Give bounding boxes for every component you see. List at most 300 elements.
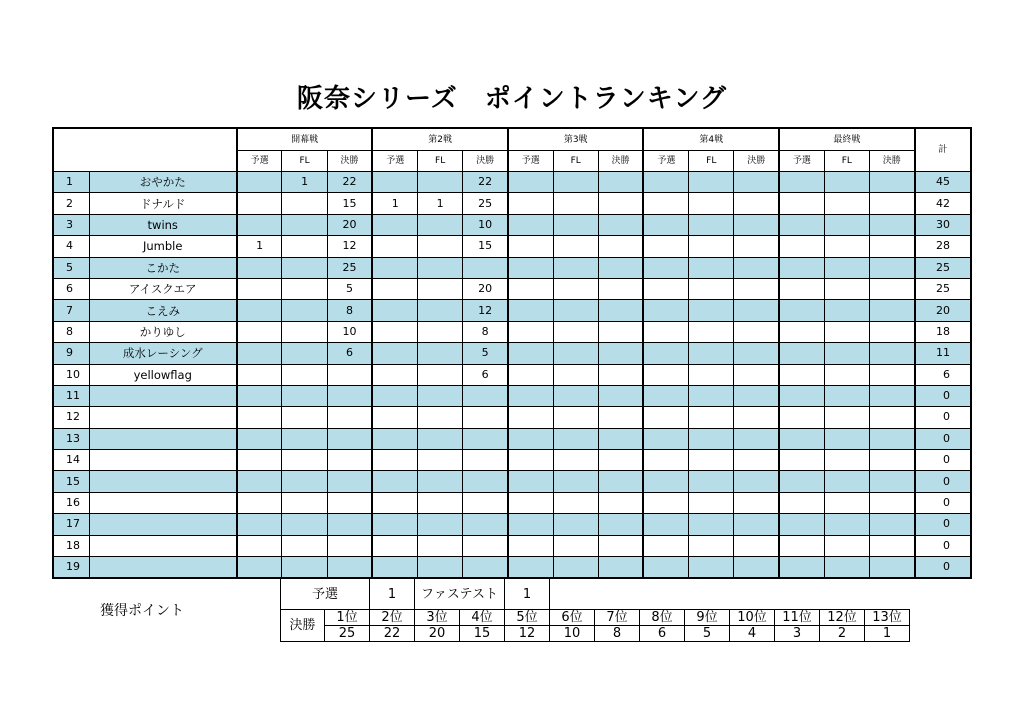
points-cell bbox=[734, 193, 779, 214]
points-cell bbox=[327, 364, 372, 385]
total-cell: 30 bbox=[915, 214, 971, 235]
points-cell bbox=[598, 450, 643, 471]
points-cell bbox=[237, 385, 282, 406]
points-cell bbox=[237, 557, 282, 579]
total-cell: 45 bbox=[915, 172, 971, 193]
points-cell bbox=[553, 428, 598, 449]
points-cell bbox=[372, 278, 417, 299]
points-cell: 12 bbox=[463, 300, 508, 321]
sub-column-header: FL bbox=[824, 151, 869, 172]
points-cell bbox=[779, 343, 824, 364]
points-cell: 10 bbox=[327, 321, 372, 342]
points-cell bbox=[689, 321, 734, 342]
points-cell bbox=[508, 514, 553, 535]
points-cell bbox=[508, 471, 553, 492]
points-cell bbox=[372, 450, 417, 471]
rank-number: 11 bbox=[53, 385, 89, 406]
team-name: かりゆし bbox=[89, 321, 237, 342]
points-cell bbox=[282, 321, 327, 342]
points-cell bbox=[869, 278, 914, 299]
points-cell bbox=[508, 343, 553, 364]
points-cell bbox=[689, 343, 734, 364]
points-cell bbox=[463, 407, 508, 428]
sub-column-header: 決勝 bbox=[869, 151, 914, 172]
position-points: 20 bbox=[415, 626, 460, 642]
sub-column-header: 決勝 bbox=[327, 151, 372, 172]
points-cell: 1 bbox=[282, 172, 327, 193]
points-cell bbox=[553, 236, 598, 257]
total-cell: 25 bbox=[915, 257, 971, 278]
header-blank bbox=[53, 128, 237, 172]
points-cell bbox=[643, 321, 688, 342]
position-label: 4位 bbox=[460, 610, 505, 626]
points-cell bbox=[598, 471, 643, 492]
points-cell bbox=[372, 257, 417, 278]
team-name: 成水レーシング bbox=[89, 343, 237, 364]
points-cell bbox=[824, 364, 869, 385]
points-cell bbox=[372, 343, 417, 364]
sub-column-header: FL bbox=[689, 151, 734, 172]
sub-column-header: FL bbox=[418, 151, 463, 172]
points-cell bbox=[508, 535, 553, 556]
sub-column-header: 予選 bbox=[372, 151, 417, 172]
points-cell bbox=[643, 385, 688, 406]
position-label: 12位 bbox=[820, 610, 865, 626]
points-cell bbox=[824, 257, 869, 278]
points-cell bbox=[372, 557, 417, 579]
points-cell bbox=[508, 364, 553, 385]
points-cell: 8 bbox=[463, 321, 508, 342]
position-points: 12 bbox=[505, 626, 550, 642]
points-cell: 1 bbox=[418, 193, 463, 214]
points-cell bbox=[327, 557, 372, 579]
points-cell bbox=[553, 557, 598, 579]
total-cell: 6 bbox=[915, 364, 971, 385]
points-cell bbox=[734, 471, 779, 492]
points-cell bbox=[237, 343, 282, 364]
points-cell bbox=[869, 450, 914, 471]
points-cell bbox=[372, 214, 417, 235]
points-cell bbox=[508, 278, 553, 299]
sub-column-header: 決勝 bbox=[463, 151, 508, 172]
points-cell bbox=[598, 492, 643, 513]
points-cell bbox=[734, 300, 779, 321]
rank-number: 6 bbox=[53, 278, 89, 299]
table-row bbox=[53, 214, 971, 235]
rank-number: 19 bbox=[53, 557, 89, 579]
points-cell bbox=[237, 257, 282, 278]
points-cell bbox=[824, 214, 869, 235]
sub-column-header: 予選 bbox=[237, 151, 282, 172]
points-cell bbox=[237, 278, 282, 299]
points-cell bbox=[463, 450, 508, 471]
points-cell bbox=[643, 557, 688, 579]
points-cell bbox=[553, 535, 598, 556]
position-label: 10位 bbox=[730, 610, 775, 626]
points-cell bbox=[643, 300, 688, 321]
points-cell bbox=[869, 428, 914, 449]
rank-number: 9 bbox=[53, 343, 89, 364]
points-cell bbox=[689, 236, 734, 257]
points-cell bbox=[734, 514, 779, 535]
positions-row bbox=[281, 610, 910, 626]
rank-number: 18 bbox=[53, 535, 89, 556]
table-row bbox=[53, 343, 971, 364]
points-cell bbox=[824, 385, 869, 406]
points-cell bbox=[643, 193, 688, 214]
points-cell bbox=[643, 343, 688, 364]
round-header: 第2戦 bbox=[372, 128, 508, 151]
points-cell bbox=[779, 257, 824, 278]
points-cell bbox=[237, 300, 282, 321]
points-cell bbox=[553, 193, 598, 214]
sub-column-header: 予選 bbox=[779, 151, 824, 172]
points-cell bbox=[598, 364, 643, 385]
points-cell bbox=[598, 193, 643, 214]
points-cell bbox=[869, 172, 914, 193]
points-cell bbox=[237, 471, 282, 492]
points-cell bbox=[598, 172, 643, 193]
points-cell bbox=[824, 471, 869, 492]
points-cell: 1 bbox=[372, 193, 417, 214]
points-cell bbox=[463, 428, 508, 449]
points-cell bbox=[869, 514, 914, 535]
points-cell bbox=[508, 557, 553, 579]
position-points-row bbox=[281, 626, 910, 642]
fastest-points: 1 bbox=[505, 579, 550, 610]
points-cell bbox=[372, 492, 417, 513]
points-cell bbox=[372, 407, 417, 428]
points-cell bbox=[282, 236, 327, 257]
points-cell bbox=[418, 385, 463, 406]
points-cell bbox=[689, 514, 734, 535]
points-cell bbox=[869, 193, 914, 214]
total-cell: 25 bbox=[915, 278, 971, 299]
points-cell bbox=[869, 257, 914, 278]
total-cell: 20 bbox=[915, 300, 971, 321]
points-cell bbox=[734, 214, 779, 235]
points-cell bbox=[282, 407, 327, 428]
points-cell: 6 bbox=[463, 364, 508, 385]
team-name bbox=[89, 407, 237, 428]
points-cell bbox=[689, 428, 734, 449]
points-cell bbox=[734, 278, 779, 299]
total-cell: 18 bbox=[915, 321, 971, 342]
round-header: 第4戦 bbox=[643, 128, 779, 151]
points-cell: 8 bbox=[327, 300, 372, 321]
total-cell: 42 bbox=[915, 193, 971, 214]
points-cell bbox=[327, 407, 372, 428]
points-cell bbox=[282, 300, 327, 321]
rank-number: 10 bbox=[53, 364, 89, 385]
points-cell bbox=[734, 343, 779, 364]
position-points: 22 bbox=[370, 626, 415, 642]
points-cell bbox=[237, 193, 282, 214]
points-cell bbox=[734, 364, 779, 385]
points-cell: 1 bbox=[237, 236, 282, 257]
points-cell bbox=[598, 300, 643, 321]
points-cell bbox=[869, 492, 914, 513]
points-cell bbox=[372, 321, 417, 342]
points-cell bbox=[237, 214, 282, 235]
points-cell bbox=[282, 471, 327, 492]
points-qualifying-row bbox=[281, 579, 910, 610]
points-cell bbox=[779, 557, 824, 579]
table-row bbox=[53, 514, 971, 535]
points-cell bbox=[418, 321, 463, 342]
points-cell bbox=[824, 450, 869, 471]
points-cell bbox=[463, 514, 508, 535]
points-cell bbox=[869, 385, 914, 406]
points-cell: 25 bbox=[327, 257, 372, 278]
points-cell bbox=[824, 492, 869, 513]
table-row bbox=[53, 193, 971, 214]
points-cell bbox=[689, 535, 734, 556]
points-cell bbox=[372, 172, 417, 193]
points-cell: 15 bbox=[463, 236, 508, 257]
total-cell: 0 bbox=[915, 428, 971, 449]
points-cell bbox=[869, 236, 914, 257]
points-cell bbox=[553, 364, 598, 385]
points-cell bbox=[779, 172, 824, 193]
sub-column-header: FL bbox=[553, 151, 598, 172]
points-cell bbox=[598, 236, 643, 257]
points-cell bbox=[643, 407, 688, 428]
points-cell bbox=[734, 321, 779, 342]
ranking-table bbox=[52, 127, 972, 579]
team-name: Jumble bbox=[89, 236, 237, 257]
total-cell: 0 bbox=[915, 407, 971, 428]
points-cell bbox=[734, 236, 779, 257]
points-cell bbox=[553, 385, 598, 406]
points-cell bbox=[237, 514, 282, 535]
points-cell bbox=[643, 214, 688, 235]
team-name: twins bbox=[89, 214, 237, 235]
team-name: こかた bbox=[89, 257, 237, 278]
points-cell bbox=[779, 535, 824, 556]
position-label: 8位 bbox=[640, 610, 685, 626]
points-cell bbox=[643, 257, 688, 278]
points-cell bbox=[689, 278, 734, 299]
points-cell bbox=[553, 300, 598, 321]
final-label: 決勝 bbox=[281, 610, 325, 642]
table-row bbox=[53, 278, 971, 299]
sub-column-header: 決勝 bbox=[734, 151, 779, 172]
position-label: 2位 bbox=[370, 610, 415, 626]
team-name: おやかた bbox=[89, 172, 237, 193]
points-cell bbox=[869, 300, 914, 321]
points-cell: 10 bbox=[463, 214, 508, 235]
total-cell: 0 bbox=[915, 471, 971, 492]
points-cell bbox=[508, 407, 553, 428]
team-name bbox=[89, 557, 237, 579]
points-cell bbox=[508, 172, 553, 193]
points-cell bbox=[508, 428, 553, 449]
rank-number: 3 bbox=[53, 214, 89, 235]
team-name bbox=[89, 492, 237, 513]
points-cell bbox=[372, 514, 417, 535]
points-cell bbox=[824, 236, 869, 257]
position-label: 5位 bbox=[505, 610, 550, 626]
table-row bbox=[53, 321, 971, 342]
points-cell bbox=[598, 257, 643, 278]
points-cell bbox=[869, 407, 914, 428]
position-points: 5 bbox=[685, 626, 730, 642]
points-cell bbox=[869, 214, 914, 235]
points-cell bbox=[689, 471, 734, 492]
points-cell bbox=[734, 557, 779, 579]
points-cell bbox=[418, 557, 463, 579]
points-cell bbox=[779, 471, 824, 492]
position-label: 13位 bbox=[865, 610, 910, 626]
points-cell: 12 bbox=[327, 236, 372, 257]
points-cell bbox=[779, 214, 824, 235]
rank-number: 12 bbox=[53, 407, 89, 428]
points-cell bbox=[734, 428, 779, 449]
position-points: 10 bbox=[550, 626, 595, 642]
points-cell: 6 bbox=[327, 343, 372, 364]
points-cell bbox=[689, 385, 734, 406]
points-label: 獲得ポイント bbox=[100, 603, 184, 619]
points-cell bbox=[689, 257, 734, 278]
points-cell bbox=[643, 428, 688, 449]
points-cell bbox=[779, 278, 824, 299]
table-row bbox=[53, 364, 971, 385]
points-cell bbox=[508, 236, 553, 257]
points-cell bbox=[418, 257, 463, 278]
points-cell bbox=[372, 364, 417, 385]
points-cell bbox=[824, 172, 869, 193]
fastest-label: ファステスト bbox=[415, 579, 505, 610]
points-cell bbox=[779, 428, 824, 449]
rank-number: 17 bbox=[53, 514, 89, 535]
points-cell bbox=[508, 321, 553, 342]
points-cell bbox=[282, 343, 327, 364]
points-cell bbox=[418, 364, 463, 385]
points-cell bbox=[508, 257, 553, 278]
points-cell bbox=[689, 492, 734, 513]
table-row bbox=[53, 236, 971, 257]
points-cell bbox=[508, 300, 553, 321]
team-name bbox=[89, 450, 237, 471]
table-row bbox=[53, 172, 971, 193]
points-cell bbox=[598, 343, 643, 364]
position-points: 4 bbox=[730, 626, 775, 642]
points-cell bbox=[553, 278, 598, 299]
points-cell bbox=[237, 407, 282, 428]
points-cell bbox=[643, 364, 688, 385]
points-cell bbox=[598, 557, 643, 579]
rank-number: 15 bbox=[53, 471, 89, 492]
ranking-body bbox=[53, 172, 971, 579]
team-name bbox=[89, 535, 237, 556]
points-cell bbox=[418, 535, 463, 556]
points-cell bbox=[372, 385, 417, 406]
points-cell bbox=[327, 535, 372, 556]
points-cell bbox=[418, 471, 463, 492]
points-cell bbox=[553, 514, 598, 535]
points-cell bbox=[689, 557, 734, 579]
table-row bbox=[53, 492, 971, 513]
position-points: 6 bbox=[640, 626, 685, 642]
position-points: 8 bbox=[595, 626, 640, 642]
points-cell bbox=[418, 428, 463, 449]
points-cell bbox=[598, 385, 643, 406]
position-label: 11位 bbox=[775, 610, 820, 626]
table-row bbox=[53, 257, 971, 278]
points-cell bbox=[643, 450, 688, 471]
qualifying-label: 予選 bbox=[281, 579, 370, 610]
points-cell bbox=[643, 471, 688, 492]
points-cell bbox=[463, 471, 508, 492]
points-cell bbox=[327, 492, 372, 513]
rank-number: 4 bbox=[53, 236, 89, 257]
points-cell bbox=[282, 557, 327, 579]
team-name: ドナルド bbox=[89, 193, 237, 214]
rank-number: 2 bbox=[53, 193, 89, 214]
points-cell: 22 bbox=[463, 172, 508, 193]
position-points: 15 bbox=[460, 626, 505, 642]
rank-number: 16 bbox=[53, 492, 89, 513]
position-points: 2 bbox=[820, 626, 865, 642]
points-cell bbox=[237, 450, 282, 471]
points-cell bbox=[282, 535, 327, 556]
points-cell bbox=[734, 385, 779, 406]
points-cell bbox=[824, 514, 869, 535]
position-points: 3 bbox=[775, 626, 820, 642]
points-cell bbox=[689, 300, 734, 321]
points-cell bbox=[779, 450, 824, 471]
points-cell bbox=[463, 385, 508, 406]
points-cell bbox=[327, 385, 372, 406]
points-cell bbox=[372, 300, 417, 321]
points-cell bbox=[779, 321, 824, 342]
points-cell bbox=[282, 492, 327, 513]
points-cell bbox=[598, 321, 643, 342]
points-cell bbox=[779, 407, 824, 428]
points-cell bbox=[327, 450, 372, 471]
points-cell bbox=[372, 535, 417, 556]
rank-number: 1 bbox=[53, 172, 89, 193]
points-cell bbox=[734, 257, 779, 278]
table-row bbox=[53, 471, 971, 492]
position-label: 9位 bbox=[685, 610, 730, 626]
round-header: 開幕戦 bbox=[237, 128, 373, 151]
points-cell bbox=[508, 214, 553, 235]
round-header: 第3戦 bbox=[508, 128, 644, 151]
points-cell bbox=[237, 364, 282, 385]
points-cell bbox=[553, 214, 598, 235]
points-cell bbox=[734, 492, 779, 513]
total-cell: 0 bbox=[915, 492, 971, 513]
points-blank bbox=[550, 579, 910, 610]
points-cell bbox=[418, 450, 463, 471]
rank-number: 8 bbox=[53, 321, 89, 342]
points-cell bbox=[779, 514, 824, 535]
points-cell bbox=[372, 428, 417, 449]
team-name bbox=[89, 385, 237, 406]
points-cell bbox=[553, 407, 598, 428]
points-cell bbox=[237, 428, 282, 449]
round-header: 最終戦 bbox=[779, 128, 915, 151]
team-name bbox=[89, 471, 237, 492]
points-cell bbox=[643, 236, 688, 257]
points-cell bbox=[689, 450, 734, 471]
points-cell bbox=[598, 535, 643, 556]
sub-column-header: FL bbox=[282, 151, 327, 172]
points-cell bbox=[869, 535, 914, 556]
points-cell bbox=[553, 450, 598, 471]
